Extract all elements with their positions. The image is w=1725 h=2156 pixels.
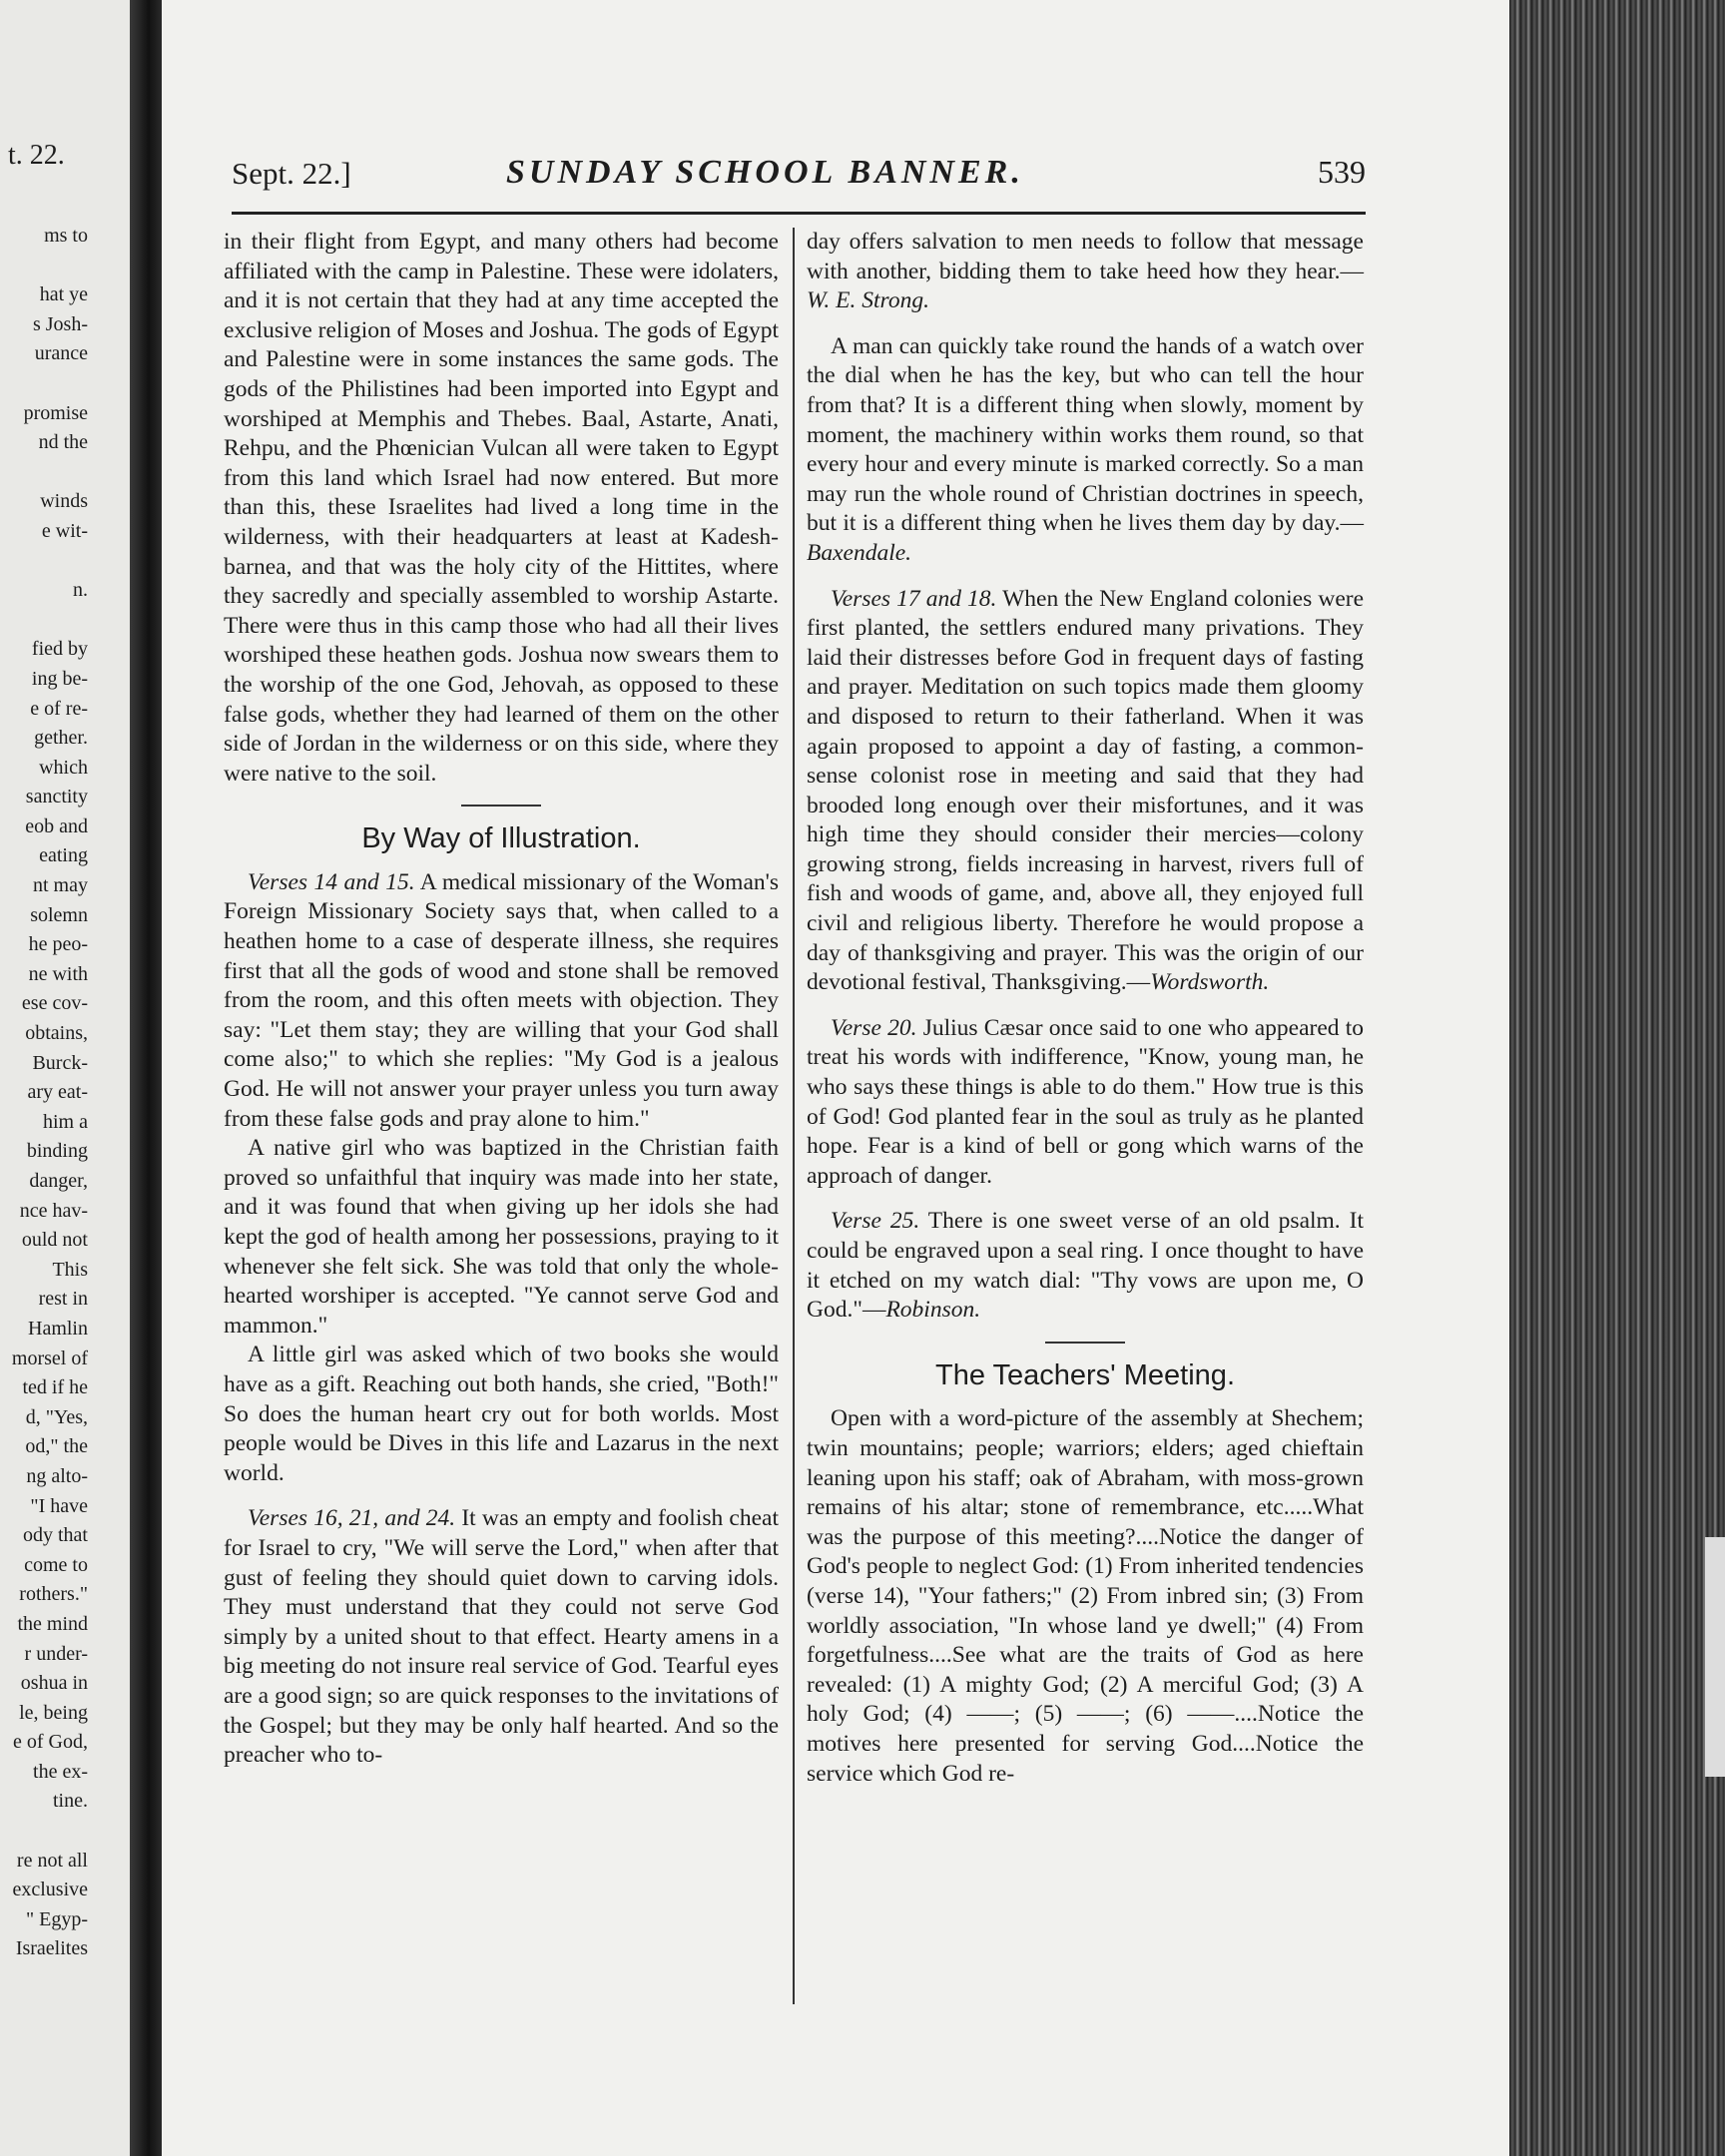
verse-reference: Verses 14 and 15. — [248, 868, 415, 895]
left-fragment-line: promise — [23, 401, 88, 424]
left-fragment-line: he peo- — [28, 933, 88, 956]
left-fragment-line: come to — [24, 1553, 88, 1576]
illustration-paragraph: Verse 25. There is one sweet verse of an old psalm. It could be engraved upon a seal ring. I once thought to have it etched on my watch dial: "Thy vows are upon me, O God."—Robinson. — [807, 1208, 1364, 1324]
header-rule — [232, 212, 1366, 215]
left-fragment-line: le, being — [19, 1701, 88, 1724]
column-divider — [793, 228, 795, 2004]
left-fragment-line: " Egyp- — [25, 1907, 88, 1930]
header-title: SUNDAY SCHOOL BANNER. — [506, 154, 1024, 191]
left-fragment-line: winds — [40, 490, 88, 513]
illustration-paragraph: Verses 16, 21, and 24. It was an empty and foolish cheat for Israel to cry, "We will serve the Lord," when after that gust of feeling they should quiet down to carving idols. They must understand that they could not serve God simply by a united shout to that effect. Hearty amens in a big meeting do not insure real service of God. Tearful eyes are a good sign; so are quick responses to the invitations of the Gospel; but they may be only half hearted. And so the preacher who to- — [224, 1505, 779, 1769]
left-fragment-line: exclusive — [12, 1879, 88, 1901]
right-column — [807, 228, 1364, 1805]
left-fragment-line: eating — [39, 844, 88, 867]
left-fragment-line — [0, 369, 88, 399]
left-fragment-line: nce hav- — [19, 1199, 88, 1222]
illustration-paragraph: day offers salvation to men needs to follow that message with another, bidding them to take heed how they hear.—W. E. Strong. — [807, 229, 1364, 314]
left-fragment-line: ted if he — [22, 1376, 88, 1399]
left-fragment-line: nt may — [33, 874, 88, 897]
left-fragment-line: fied by — [31, 638, 88, 661]
left-fragment-line: s Josh- — [32, 312, 88, 335]
left-fragment-line: danger, — [29, 1170, 88, 1192]
left-fragment-line: ary eat- — [27, 1081, 88, 1104]
left-fragment-line: rothers." — [19, 1583, 88, 1606]
verse-reference: Verse 20. — [831, 1014, 917, 1041]
section-divider — [1045, 1342, 1125, 1344]
left-fragment-line: tine. — [53, 1790, 88, 1813]
left-fragment-line: which — [39, 756, 88, 779]
left-fragment-line: re not all — [16, 1849, 88, 1872]
left-fragment-line: e of God, — [13, 1731, 88, 1754]
left-fragment-line: e wit- — [41, 519, 88, 542]
left-fragment-line: urance — [34, 342, 88, 365]
section-title-teachers-meeting: The Teachers' Meeting. — [935, 1358, 1235, 1391]
page-number: 539 — [1318, 154, 1366, 190]
left-fragment-line: obtains, — [25, 1022, 88, 1045]
left-fragment-line: sanctity — [25, 786, 88, 808]
left-page-fragment — [0, 0, 138, 2156]
header-date: Sept. 22.] — [232, 156, 351, 191]
illustration-paragraph: Verses 14 and 15. A medical missionary of the Woman's Foreign Missionary Society says that, when called to a heathen home to a case of desperate illness, she requires first that all the gods of wood and stone shall be removed from the room, and this often meets with objection. They say: "Let them stay; they are willing that your God shall come also;" to which she replies: "My God is a jealous God. He will not answer your prayer unless you turn away from these false gods and pray alone to him." — [224, 868, 780, 1132]
intro-paragraph: in their flight from Egypt, and many others had become affiliated with the camp in Palestine. These were idolaters, and it is not certain that they had at any time accepted the exclusive religion of Moses and Joshua. The gods of Egypt and Palestine were in some instances the same gods. The gods of the Philistines had been imported into Egypt and worshiped at Memphis and Thebes. Baal, Astarte, Anati, Rehpu, and the Phœnician Vulcan all were taken to Egypt from this land which Israel had now entered. But more than this, these Israelites had lived a long time in the wilderness, with their headquarters at least at Kadesh-barnea, and that was the holy city of the Hittites, where they sacredly and specially assembled to worship Astarte. There were thus in this camp those who had all their lives worshiped these heathen gods. Joshua now swears them to the worship of the one God, Jehovah, as opposed to these false gods, whether they had learned of them on the other side of Jordan in the wilderness or on this side, where they were native to the soil. — [224, 229, 779, 787]
left-fragment-line: ing be- — [31, 667, 88, 690]
left-fragment-line: e of re- — [30, 697, 88, 720]
left-fragment-line — [0, 458, 88, 488]
left-fragment-line — [0, 547, 88, 577]
attribution: W. E. Strong. — [807, 287, 929, 314]
page-edges — [1509, 0, 1725, 2156]
left-fragment-line: ms to — [44, 225, 88, 247]
left-fragment-line: ng alto- — [26, 1464, 88, 1487]
left-fragment-line: n. — [73, 579, 88, 602]
left-fragment-line: the mind — [17, 1612, 88, 1635]
left-fragment-line: him a — [43, 1110, 88, 1133]
left-fragment-line: Israelites — [15, 1937, 88, 1960]
verse-reference: Verses 17 and 18. — [831, 585, 997, 612]
illustration-paragraph: Verses 17 and 18. When the New England colonies were first planted, the settlers endured many privations. They laid their distresses before God in frequent days of fasting and prayer. Meditation on such topics made them gloomy and disposed to return to their fatherland. When it was again proposed to appoint a day of fasting, a common-sense colonist rose in meeting and said that they had brooded long enough over their misfortunes, and it was high time they should consider their mercies—colony growing strong, fields increasing in harvest, rivers full of fish and woods of game, and, above all, they enjoyed full civil and religious liberty. Therefore he would propose a day of thanksgiving and prayer. This was the origin of our devotional festival, Thanksgiving.—Wordsworth. — [807, 585, 1365, 996]
attribution: Robinson. — [885, 1297, 981, 1324]
left-fragment-line: the ex- — [33, 1760, 88, 1783]
left-fragment-line: This — [52, 1258, 88, 1281]
left-fragment-line: morsel of — [11, 1347, 88, 1369]
page-tab — [1705, 1537, 1725, 1777]
left-page-text — [0, 222, 88, 1964]
left-fragment-line: "I have — [30, 1494, 88, 1517]
left-fragment-line — [0, 252, 88, 281]
left-fragment-line: ne with — [28, 962, 88, 985]
left-page-header: t. 22. — [8, 140, 65, 171]
left-fragment-line: od," the — [25, 1435, 88, 1458]
illustration-paragraph: A little girl was asked which of two books she would have as a gift. Reaching out both hands, she cried, "Both!" So does the human heart cry out for both worlds. Most people would be Dives in this life and Lazarus in the next world. — [224, 1342, 779, 1486]
left-fragment-line — [0, 606, 88, 636]
section-title-illustration: By Way of Illustration. — [361, 822, 641, 855]
left-fragment-line: rest in — [38, 1288, 88, 1311]
left-fragment-line: r under- — [24, 1642, 88, 1665]
left-fragment-line: hat ye — [39, 283, 88, 306]
book-gutter — [130, 0, 162, 2156]
left-fragment-line: ody that — [23, 1524, 88, 1547]
illustration-paragraph: A man can quickly take round the hands of a watch over the dial when he has the key, but who can tell the hour from that? It is a different thing when slowly, moment by moment, the machinery within works them round, so that every hour and every minute is marked correctly. So a man may run the whole round of Christian doctrines in speech, but it is a different thing when he lives them day by day.—Baxendale. — [807, 332, 1364, 566]
verse-reference: Verse 25. — [831, 1208, 920, 1235]
left-fragment-line: Burck- — [32, 1051, 88, 1074]
left-column — [224, 228, 779, 1787]
left-fragment-line: d, "Yes, — [25, 1405, 88, 1428]
left-fragment-line: oshua in — [20, 1672, 88, 1695]
attribution: Baxendale. — [807, 539, 912, 566]
left-fragment-line — [0, 1817, 88, 1847]
section-divider — [461, 805, 541, 807]
left-fragment-line: ould not — [21, 1229, 88, 1252]
left-fragment-line: eob and — [25, 814, 88, 837]
left-fragment-line: nd the — [38, 431, 88, 454]
left-fragment-line: binding — [26, 1140, 88, 1163]
illustration-paragraph: Verse 20. Julius Cæsar once said to one who appeared to treat his words with indifference, "Know, young man, he who says these things is able to do them." How true is this of God! God planted fear in the soul as truly as he planted hope. Fear is a kind of bell or gong which warns of the approach of danger. — [807, 1014, 1364, 1189]
left-fragment-line: gether. — [34, 727, 88, 750]
verse-reference: Verses 16, 21, and 24. — [248, 1505, 456, 1532]
left-fragment-line: solemn — [30, 903, 88, 926]
attribution: Wordsworth. — [1150, 969, 1270, 996]
illustration-paragraph: A native girl who was baptized in the Christian faith proved so unfaithful that inquiry was made into her state, and it was found that when giving up her idols she had kept the god of health among her possessions, praying to it whenever she felt sick. She was told that only the whole-hearted worshiper is accepted. "Ye cannot serve God and mammon." — [224, 1135, 779, 1339]
left-fragment-line: Hamlin — [28, 1317, 88, 1340]
left-fragment-line: ese cov- — [21, 992, 88, 1015]
running-header — [232, 148, 1366, 208]
teachers-meeting-paragraph: Open with a word-picture of the assembly at Shechem; twin mountains; people; warriors; elders; aged chieftain leaning upon his staff; oak of Abraham, with moss-grown remains of his altar; stone of remembrance, etc.....What was the purpose of this meeting?....Notice the danger of God's people to neglect God: (1) From inherited tendencies (verse 14), "Your fathers;" (2) From inbred sin; (3) From worldly association, "In whose land ye dwell;" (4) From forgetfulness....See what are the traits of God as here revealed: (1) A mighty God; (2) A merciful God; (3) A holy God; (4) ——; (5) ——; (6) ——....Notice the motives here presented for serving God....Notice the service which God re- — [807, 1405, 1364, 1787]
